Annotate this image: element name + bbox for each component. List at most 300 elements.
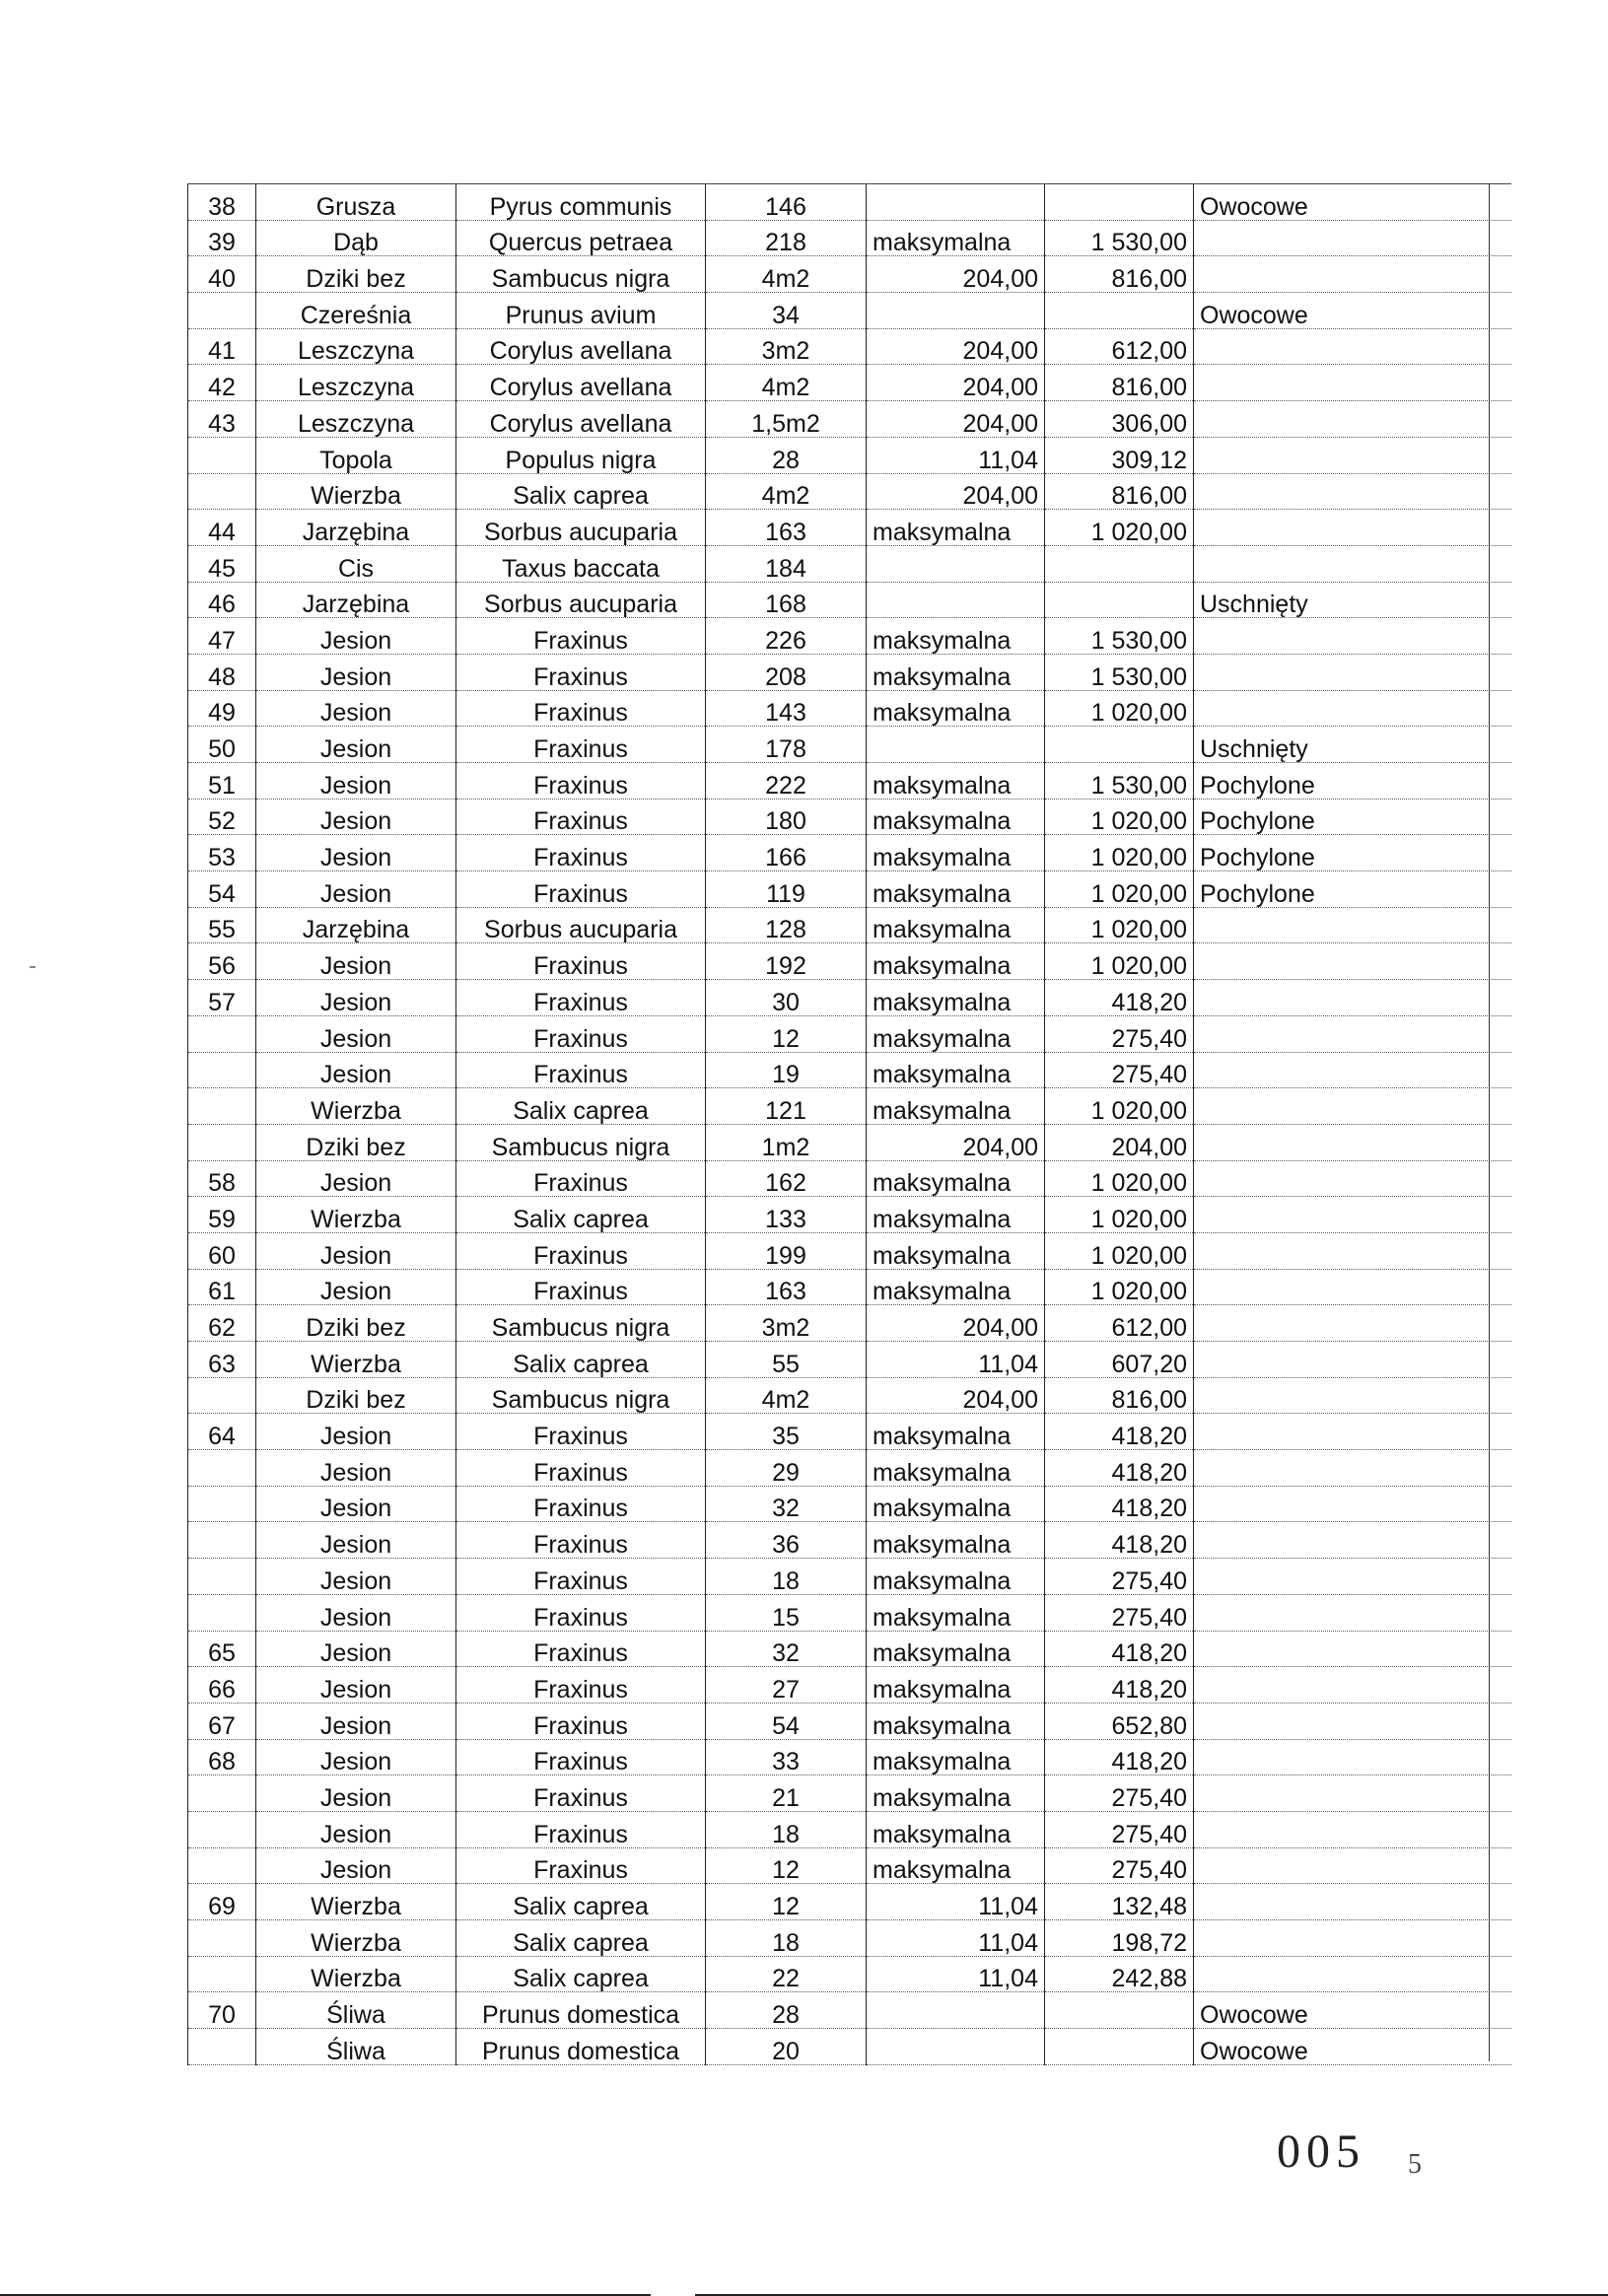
cell-remarks [1194,365,1512,401]
table-row [188,256,1512,293]
cell-circumference: 121 [706,1088,867,1125]
cell-fee: 418,20 [1045,1631,1194,1667]
cell-latin-name: Prunus domestica [456,2029,706,2065]
table-row [188,1486,1512,1522]
cell-rate: maksymalna [867,1667,1045,1704]
cell-rate: maksymalna [867,1559,1045,1595]
cell-remarks [1194,1305,1512,1342]
cell-number [188,1847,256,1884]
cell-remarks [1194,1631,1512,1667]
cell-fee: 1 020,00 [1045,799,1194,835]
cell-number: 48 [188,654,256,690]
cell-circumference: 18 [706,1920,867,1957]
cell-rate: 11,04 [867,1342,1045,1378]
cell-fee: 1 020,00 [1045,1232,1194,1269]
table-row [188,799,1512,835]
cell-number [188,437,256,473]
cell-circumference: 178 [706,727,867,763]
cell-fee: 275,40 [1045,1847,1194,1884]
cell-remarks: Uschnięty [1194,582,1512,618]
cell-polish-name: Jarzębina [256,510,456,546]
cell-rate: maksymalna [867,1088,1045,1125]
cell-circumference: 54 [706,1703,867,1739]
cell-latin-name: Populus nigra [456,437,706,473]
cell-circumference: 143 [706,690,867,727]
cell-remarks [1194,1847,1512,1884]
cell-number: 59 [188,1197,256,1233]
cell-number [188,1124,256,1160]
table-row [188,1088,1512,1125]
cell-rate: maksymalna [867,1197,1045,1233]
cell-remarks [1194,510,1512,546]
cell-rate: maksymalna [867,510,1045,546]
cell-number: 38 [188,184,256,221]
cell-rate: maksymalna [867,1847,1045,1884]
cell-remarks [1194,943,1512,980]
cell-remarks [1194,654,1512,690]
cell-fee [1045,727,1194,763]
cell-remarks [1194,1739,1512,1775]
cell-latin-name: Fraxinus [456,1559,706,1595]
cell-latin-name: Sorbus aucuparia [456,907,706,943]
cell-circumference: 162 [706,1160,867,1197]
cell-number: 60 [188,1232,256,1269]
cell-rate: maksymalna [867,799,1045,835]
cell-remarks [1194,690,1512,727]
cell-rate: maksymalna [867,690,1045,727]
cell-fee: 1 020,00 [1045,1269,1194,1305]
cell-latin-name: Salix caprea [456,1884,706,1920]
cell-fee [1045,582,1194,618]
cell-latin-name: Fraxinus [456,943,706,980]
cell-polish-name: Jesion [256,1631,456,1667]
cell-fee [1045,293,1194,329]
cell-number: 44 [188,510,256,546]
table-row [188,1522,1512,1559]
table-row [188,293,1512,329]
cell-circumference: 20 [706,2029,867,2065]
cell-rate: maksymalna [867,1160,1045,1197]
cell-fee: 418,20 [1045,1486,1194,1522]
cell-rate: maksymalna [867,1486,1045,1522]
cell-number [188,1775,256,1812]
cell-rate: maksymalna [867,835,1045,871]
cell-circumference: 32 [706,1486,867,1522]
cell-rate: 204,00 [867,1377,1045,1414]
cell-latin-name: Fraxinus [456,1703,706,1739]
cell-latin-name: Salix caprea [456,1920,706,1957]
table-row [188,980,1512,1016]
cell-number [188,1920,256,1957]
cell-remarks: Pochylone [1194,763,1512,800]
table-row [188,835,1512,871]
cell-remarks [1194,1197,1512,1233]
table-row [188,654,1512,690]
table-row [188,510,1512,546]
table-row [188,1559,1512,1595]
table-row [188,1232,1512,1269]
cell-circumference: 55 [706,1342,867,1378]
cell-polish-name: Jesion [256,980,456,1016]
cell-number: 61 [188,1269,256,1305]
cell-number: 55 [188,907,256,943]
cell-rate: 204,00 [867,401,1045,438]
table-row [188,1703,1512,1739]
cell-number: 58 [188,1160,256,1197]
cell-remarks: Pochylone [1194,871,1512,908]
cell-remarks: Owocowe [1194,2029,1512,2065]
cell-remarks [1194,1486,1512,1522]
cell-number: 66 [188,1667,256,1704]
cell-fee: 816,00 [1045,473,1194,510]
cell-latin-name: Fraxinus [456,1594,706,1631]
cell-number [188,1811,256,1847]
cell-circumference: 22 [706,1956,867,1992]
cell-number [188,1956,256,1992]
cell-remarks [1194,473,1512,510]
cell-rate: 204,00 [867,473,1045,510]
cell-fee: 1 020,00 [1045,907,1194,943]
cell-circumference: 28 [706,1992,867,2029]
cell-circumference: 168 [706,582,867,618]
cell-circumference: 208 [706,654,867,690]
cell-number: 50 [188,727,256,763]
cell-number [188,1377,256,1414]
cell-rate [867,727,1045,763]
cell-fee: 275,40 [1045,1052,1194,1088]
cell-latin-name: Salix caprea [456,1088,706,1125]
cell-polish-name: Leszczyna [256,365,456,401]
cell-remarks [1194,1269,1512,1305]
cell-polish-name: Jesion [256,1015,456,1052]
cell-circumference: 166 [706,835,867,871]
cell-polish-name: Wierzba [256,1920,456,1957]
table-row [188,1015,1512,1052]
cell-fee: 132,48 [1045,1884,1194,1920]
cell-circumference: 3m2 [706,328,867,365]
cell-remarks [1194,1884,1512,1920]
cell-polish-name: Jesion [256,1847,456,1884]
cell-fee: 418,20 [1045,1414,1194,1450]
cell-fee: 275,40 [1045,1559,1194,1595]
cell-circumference: 163 [706,1269,867,1305]
cell-latin-name: Sambucus nigra [456,1124,706,1160]
cell-latin-name: Salix caprea [456,1342,706,1378]
cell-number: 57 [188,980,256,1016]
cell-remarks [1194,328,1512,365]
cell-number: 70 [188,1992,256,2029]
cell-latin-name: Quercus petraea [456,220,706,256]
cell-fee: 1 530,00 [1045,220,1194,256]
cell-number: 46 [188,582,256,618]
cell-number [188,1594,256,1631]
cell-latin-name: Pyrus communis [456,184,706,221]
cell-latin-name: Fraxinus [456,1486,706,1522]
cell-polish-name: Jesion [256,1811,456,1847]
cell-rate [867,545,1045,582]
cell-polish-name: Jesion [256,763,456,800]
cell-fee: 1 530,00 [1045,654,1194,690]
cell-circumference: 128 [706,907,867,943]
cell-rate: maksymalna [867,1450,1045,1487]
cell-number: 54 [188,871,256,908]
table-row [188,2029,1512,2065]
cell-number: 39 [188,220,256,256]
cell-number: 69 [188,1884,256,1920]
tree-inventory-table [187,183,1511,2065]
table-row [188,473,1512,510]
cell-polish-name: Jesion [256,690,456,727]
cell-latin-name: Fraxinus [456,835,706,871]
cell-fee: 204,00 [1045,1124,1194,1160]
table-row [188,1884,1512,1920]
cell-polish-name: Jesion [256,1667,456,1704]
cell-fee: 1 020,00 [1045,510,1194,546]
cell-rate: 11,04 [867,1884,1045,1920]
cell-fee: 309,12 [1045,437,1194,473]
table-row [188,1775,1512,1812]
cell-number: 67 [188,1703,256,1739]
cell-polish-name: Jesion [256,1486,456,1522]
table-row [188,1414,1512,1450]
table-row [188,1920,1512,1957]
cell-latin-name: Sambucus nigra [456,256,706,293]
table-row [188,1594,1512,1631]
cell-fee: 652,80 [1045,1703,1194,1739]
cell-circumference: 119 [706,871,867,908]
cell-remarks [1194,1052,1512,1088]
cell-circumference: 32 [706,1631,867,1667]
cell-latin-name: Corylus avellana [456,401,706,438]
cell-number: 51 [188,763,256,800]
cell-remarks: Pochylone [1194,799,1512,835]
cell-remarks [1194,1160,1512,1197]
cell-number [188,1015,256,1052]
cell-polish-name: Jesion [256,943,456,980]
cell-circumference: 35 [706,1414,867,1450]
cell-polish-name: Jesion [256,1703,456,1739]
margin-mark [30,966,35,968]
cell-number: 63 [188,1342,256,1378]
cell-rate: maksymalna [867,907,1045,943]
cell-fee: 816,00 [1045,365,1194,401]
cell-number [188,1559,256,1595]
cell-circumference: 21 [706,1775,867,1812]
cell-rate: 204,00 [867,256,1045,293]
cell-number [188,2029,256,2065]
page-number-stamp: 005 [1277,2125,1365,2178]
cell-circumference: 1,5m2 [706,401,867,438]
cell-remarks [1194,545,1512,582]
cell-number: 56 [188,943,256,980]
cell-polish-name: Dziki bez [256,1305,456,1342]
cell-polish-name: Jesion [256,1160,456,1197]
table-row [188,1197,1512,1233]
cell-fee: 1 530,00 [1045,763,1194,800]
table-row [188,1377,1512,1414]
cell-fee: 607,20 [1045,1342,1194,1378]
cell-remarks: Owocowe [1194,1992,1512,2029]
cell-polish-name: Jesion [256,799,456,835]
cell-circumference: 30 [706,980,867,1016]
cell-fee: 198,72 [1045,1920,1194,1957]
cell-fee: 275,40 [1045,1015,1194,1052]
cell-circumference: 199 [706,1232,867,1269]
cell-polish-name: Czereśnia [256,293,456,329]
cell-polish-name: Śliwa [256,2029,456,2065]
table-row [188,943,1512,980]
cell-latin-name: Corylus avellana [456,365,706,401]
cell-remarks [1194,437,1512,473]
cell-latin-name: Sambucus nigra [456,1377,706,1414]
cell-number [188,1052,256,1088]
cell-polish-name: Wierzba [256,1342,456,1378]
cell-polish-name: Leszczyna [256,401,456,438]
cell-latin-name: Sorbus aucuparia [456,510,706,546]
cell-remarks [1194,1450,1512,1487]
cell-circumference: 222 [706,763,867,800]
cell-rate: maksymalna [867,763,1045,800]
table-row [188,1631,1512,1667]
cell-polish-name: Grusza [256,184,456,221]
table-row [188,1342,1512,1378]
cell-remarks [1194,1559,1512,1595]
cell-rate: maksymalna [867,220,1045,256]
cell-latin-name: Fraxinus [456,1811,706,1847]
cell-polish-name: Jesion [256,1739,456,1775]
cell-rate: 11,04 [867,437,1045,473]
cell-latin-name: Salix caprea [456,1956,706,1992]
table-row [188,1052,1512,1088]
cell-rate [867,1992,1045,2029]
cell-remarks [1194,1667,1512,1704]
cell-number: 45 [188,545,256,582]
cell-latin-name: Fraxinus [456,1269,706,1305]
cell-latin-name: Fraxinus [456,1160,706,1197]
cell-rate [867,2029,1045,2065]
cell-latin-name: Fraxinus [456,654,706,690]
cell-fee: 242,88 [1045,1956,1194,1992]
cell-circumference: 4m2 [706,1377,867,1414]
cell-number [188,293,256,329]
cell-remarks: Pochylone [1194,835,1512,871]
cell-latin-name: Fraxinus [456,1232,706,1269]
cell-remarks [1194,220,1512,256]
cell-fee [1045,1992,1194,2029]
table-row [188,618,1512,655]
cell-remarks [1194,256,1512,293]
cell-circumference: 28 [706,437,867,473]
cell-remarks [1194,1920,1512,1957]
cell-polish-name: Jesion [256,1052,456,1088]
cell-fee: 275,40 [1045,1594,1194,1631]
cell-polish-name: Dziki bez [256,1124,456,1160]
cell-latin-name: Fraxinus [456,763,706,800]
cell-number: 65 [188,1631,256,1667]
cell-polish-name: Wierzba [256,1884,456,1920]
cell-remarks [1194,1811,1512,1847]
cell-polish-name: Leszczyna [256,328,456,365]
table-row [188,1956,1512,1992]
cell-polish-name: Wierzba [256,1956,456,1992]
table-row [188,1992,1512,2029]
table-row [188,582,1512,618]
cell-rate: maksymalna [867,1739,1045,1775]
cell-number [188,1486,256,1522]
cell-polish-name: Jesion [256,1450,456,1487]
cell-rate: maksymalna [867,1052,1045,1088]
cell-fee: 612,00 [1045,1305,1194,1342]
cell-circumference: 15 [706,1594,867,1631]
page-mark: 5 [1408,2149,1422,2180]
table-row [188,690,1512,727]
cell-number: 53 [188,835,256,871]
cell-fee: 816,00 [1045,1377,1194,1414]
table-row [188,365,1512,401]
cell-circumference: 3m2 [706,1305,867,1342]
table-row [188,1305,1512,1342]
cell-polish-name: Jesion [256,1522,456,1559]
table-row [188,1667,1512,1704]
cell-number: 43 [188,401,256,438]
cell-latin-name: Fraxinus [456,1775,706,1812]
cell-remarks [1194,1414,1512,1450]
cell-latin-name: Sorbus aucuparia [456,582,706,618]
cell-circumference: 192 [706,943,867,980]
cell-rate [867,582,1045,618]
cell-remarks [1194,907,1512,943]
cell-circumference: 4m2 [706,365,867,401]
cell-rate: maksymalna [867,618,1045,655]
cell-polish-name: Jesion [256,618,456,655]
right-border-line [1489,183,1490,2061]
cell-rate [867,293,1045,329]
cell-rate: 204,00 [867,365,1045,401]
cell-latin-name: Fraxinus [456,799,706,835]
cell-number [188,1450,256,1487]
cell-remarks: Owocowe [1194,184,1512,221]
cell-latin-name: Fraxinus [456,1450,706,1487]
cell-number: 41 [188,328,256,365]
cell-polish-name: Jesion [256,1775,456,1812]
cell-polish-name: Jesion [256,1559,456,1595]
cell-rate: maksymalna [867,1015,1045,1052]
table-row [188,401,1512,438]
table-row [188,727,1512,763]
table-row [188,763,1512,800]
cell-fee: 418,20 [1045,980,1194,1016]
cell-latin-name: Fraxinus [456,871,706,908]
cell-fee: 275,40 [1045,1811,1194,1847]
cell-circumference: 4m2 [706,256,867,293]
cell-circumference: 180 [706,799,867,835]
cell-number: 68 [188,1739,256,1775]
cell-remarks [1194,1232,1512,1269]
cell-polish-name: Wierzba [256,473,456,510]
cell-number: 47 [188,618,256,655]
cell-circumference: 33 [706,1739,867,1775]
cell-circumference: 226 [706,618,867,655]
cell-latin-name: Taxus baccata [456,545,706,582]
cell-rate: maksymalna [867,943,1045,980]
cell-circumference: 29 [706,1450,867,1487]
cell-fee: 1 020,00 [1045,943,1194,980]
cell-remarks [1194,1124,1512,1160]
cell-latin-name: Fraxinus [456,1522,706,1559]
table-row [188,184,1512,221]
cell-remarks [1194,1015,1512,1052]
cell-number [188,1522,256,1559]
